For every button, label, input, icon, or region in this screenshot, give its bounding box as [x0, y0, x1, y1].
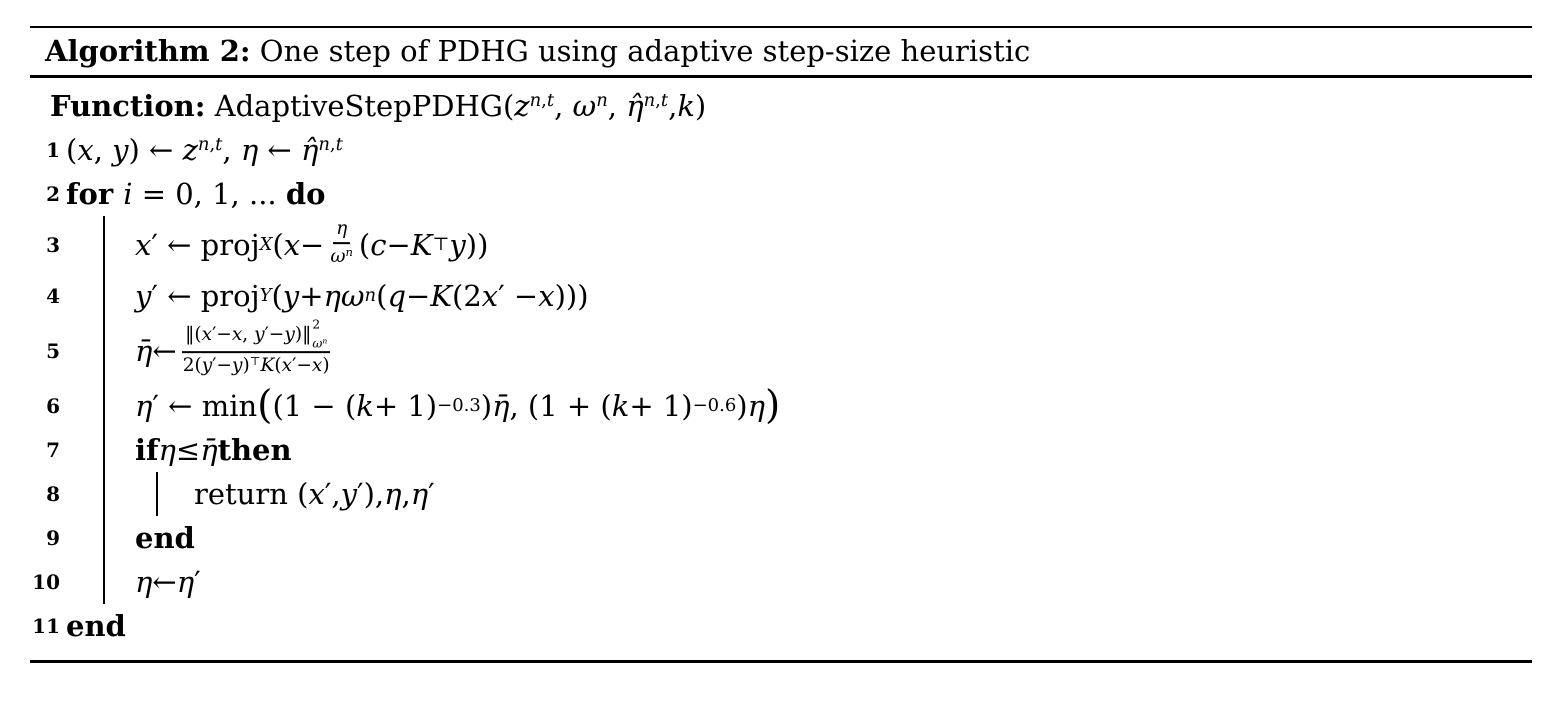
math-t: )): [465, 228, 489, 263]
math-i: η: [135, 388, 153, 423]
line-content: [66, 604, 126, 648]
math-i: y: [135, 279, 152, 314]
math-i: η̄: [492, 388, 510, 423]
math-sup: [596, 90, 608, 111]
math-t: ′: [428, 476, 435, 511]
math-i: x: [308, 476, 325, 511]
line-number: 4: [46, 284, 60, 309]
math-i: n: [596, 90, 608, 112]
math-sup: [322, 337, 327, 346]
math-t: ′ ← proj: [151, 279, 260, 314]
for-block-guide: [103, 274, 589, 318]
math-i: K: [260, 355, 275, 377]
math-t: ′),: [357, 476, 385, 511]
algorithm-line-3: [30, 216, 1532, 274]
line-number: 7: [46, 437, 60, 462]
math-t: (: [274, 355, 282, 377]
math-t: ←: [152, 333, 177, 368]
line-content: [66, 172, 326, 216]
math-i: z: [182, 133, 198, 167]
math-i: η: [747, 388, 765, 423]
math-i: y: [112, 133, 129, 167]
math-i: K: [430, 279, 452, 314]
math-i: t: [335, 134, 343, 156]
math-i: ηω: [323, 279, 365, 314]
math-t: ) ←: [128, 133, 183, 167]
math-t: ): [480, 388, 493, 423]
math-i: ω: [330, 246, 346, 268]
line-content: [66, 128, 343, 172]
math-i: k: [677, 89, 695, 123]
math-t: (: [271, 279, 283, 314]
algorithm-line-7: [30, 428, 1532, 472]
math-t: ′−: [264, 324, 285, 346]
math-i: k: [356, 388, 374, 423]
math-b: end: [66, 608, 126, 643]
math-t: (1 − (: [272, 388, 357, 423]
math-i: ω: [312, 336, 323, 351]
math-i: n: [364, 285, 377, 307]
math-sup: [250, 354, 261, 368]
math-i: η: [240, 133, 259, 167]
for-block-guide: η ′ ← min ( (1 − ( k + 1) −0.3 ) η̄ , (1 + ( k + 1) −0.6 ) η ): [103, 384, 780, 428]
math-t: (: [272, 228, 284, 263]
math-t: ′ ← proj: [151, 228, 260, 263]
algorithm-label: Algorithm 2:: [45, 34, 251, 68]
math-b: for: [66, 177, 124, 211]
math-i: i: [123, 177, 133, 211]
math-i: η: [384, 476, 402, 511]
math-i: K: [410, 228, 433, 263]
line-number: 6: [46, 393, 60, 418]
algorithm-title-text: One step of PDHG using adaptive step-size heuristic: [250, 34, 1031, 68]
math-i: η: [336, 218, 348, 240]
math-sup: [198, 134, 223, 155]
if-block-guide: [156, 472, 435, 516]
algorithm-line-2: [30, 172, 1532, 216]
math-i: c: [370, 228, 387, 263]
algorithm-box: [30, 26, 1532, 663]
algorithm-title: [30, 28, 1532, 78]
math-t: ,: [93, 133, 113, 167]
algorithm-body: [30, 128, 1532, 648]
line-number: 9: [46, 525, 60, 550]
math-i: x: [135, 228, 152, 263]
math-i: n: [529, 90, 542, 112]
math-t: ′−: [292, 355, 312, 377]
math-i: n: [318, 134, 330, 156]
for-block-guide: [103, 428, 292, 472]
math-i: y: [254, 324, 265, 346]
math-i: n: [197, 134, 210, 156]
math-t: ′ ← min: [152, 388, 258, 423]
math-t: ‖(: [185, 324, 202, 346]
math-ss: [312, 319, 327, 350]
math-i: x: [311, 355, 323, 377]
math-i: n: [345, 244, 353, 259]
math-i: η̂: [300, 133, 319, 167]
math-t: −: [386, 228, 411, 263]
math-t: −0.6: [692, 394, 737, 416]
algorithm-line-1: [30, 128, 1532, 172]
math-t: ,: [554, 89, 573, 123]
math-i: η̄: [200, 432, 218, 467]
math-t: ,: [668, 89, 678, 123]
math-t: ,: [242, 324, 255, 346]
math-sup: [530, 90, 555, 111]
function-line: [30, 80, 1532, 128]
math-i: y: [284, 324, 295, 346]
math-t: ≤: [175, 432, 201, 467]
line-number: 3: [46, 233, 60, 258]
math-i: y: [231, 355, 243, 377]
math-i: η̄: [135, 333, 153, 368]
math-sup: [644, 90, 669, 111]
math-b: Function:: [50, 89, 206, 123]
math-t: ,: [209, 134, 216, 156]
math-i: y: [201, 355, 213, 377]
math-t: = 0, 1, ...: [132, 177, 286, 211]
math-sup: [345, 245, 352, 259]
math-t: +: [299, 279, 324, 314]
math-t: −: [406, 279, 431, 314]
math-i: y: [340, 476, 357, 511]
math-t: ′−: [212, 355, 232, 377]
math-t: ′−: [212, 324, 232, 346]
line-number: 8: [46, 481, 60, 506]
math-i: x: [201, 324, 213, 346]
math-t: ′: [194, 564, 201, 599]
for-block-guide: [103, 216, 488, 274]
for-block-guide: [103, 472, 435, 516]
math-t: ′ −: [498, 279, 539, 314]
algorithm-line-6: [30, 384, 1532, 428]
math-i: η: [135, 564, 153, 599]
for-block-guide: [103, 560, 201, 604]
math-t: ⊤: [249, 354, 261, 369]
math-i: y: [449, 228, 466, 263]
math-t: ,: [401, 476, 411, 511]
math-t: ,: [655, 90, 661, 112]
math-i: n: [643, 90, 656, 112]
math-i: ω: [572, 89, 597, 123]
line-number: 10: [32, 569, 60, 594]
math-t: ,: [607, 89, 627, 123]
algorithm-line-11: [30, 604, 1532, 648]
math-i: y: [282, 279, 300, 314]
math-t: ←: [152, 564, 177, 599]
math-i: x: [281, 355, 293, 377]
math-t: ⊤: [432, 234, 450, 256]
math-t: (: [358, 228, 371, 263]
math-t: ): [694, 89, 707, 123]
math-i: q: [387, 279, 407, 314]
math-i: z: [514, 89, 530, 123]
math-i: Y: [259, 285, 272, 307]
math-t: ,: [329, 134, 336, 156]
math-t: (: [66, 133, 78, 167]
math-t: ))): [554, 279, 589, 314]
math-t: ): [242, 355, 250, 377]
math-t: ): [322, 355, 330, 377]
math-i: X: [259, 234, 273, 256]
math-i: η̂: [626, 89, 644, 123]
math-i: t: [215, 134, 223, 156]
line-number: 1: [46, 138, 60, 162]
math-b: if: [135, 432, 159, 467]
math-t: 2: [312, 317, 321, 332]
math-t: (: [376, 279, 388, 314]
math-t: AdaptiveStepPDHG(: [205, 89, 515, 123]
math-t: + 1): [629, 388, 693, 423]
for-block-guide: [103, 318, 336, 383]
math-i: η: [158, 432, 176, 467]
algorithm-line-10: [30, 560, 1532, 604]
line-number: 11: [32, 613, 60, 638]
math-i: η: [176, 564, 195, 599]
math-b: then: [217, 432, 292, 467]
algorithm-line-5: [30, 318, 1532, 383]
math-i: x: [283, 228, 301, 263]
math-sup: [318, 134, 343, 155]
math-i: k: [611, 388, 630, 423]
math-t: ,: [222, 133, 241, 167]
math-t: return (: [194, 476, 309, 511]
math-t: ): [736, 388, 748, 423]
math-i: x: [538, 279, 555, 314]
math-t: −: [300, 228, 325, 263]
math-t: ,: [541, 90, 547, 112]
math-i: η: [410, 476, 429, 511]
algorithm-line-8: [30, 472, 1532, 516]
math-t: 2(: [182, 355, 202, 377]
math-frac: [180, 316, 333, 381]
algorithm-line-9: [30, 516, 1532, 560]
line-number: 5: [46, 338, 60, 363]
math-t: −0.3: [437, 394, 481, 416]
for-block-guide: [103, 516, 195, 560]
math-i: x: [481, 279, 499, 314]
page: [0, 26, 1568, 704]
math-t: ′,: [324, 476, 341, 511]
algorithm-body-wrap: [30, 78, 1532, 660]
line-number: 2: [46, 182, 60, 206]
math-i: t: [660, 90, 669, 112]
math-i: n: [322, 336, 328, 346]
math-b: do: [285, 177, 326, 211]
math-t: )‖: [294, 324, 312, 346]
math-i: t: [546, 90, 555, 112]
math-t: + 1): [373, 388, 438, 423]
math-frac: [327, 214, 356, 272]
math-t: ←: [258, 133, 301, 167]
math-t: (2: [452, 279, 482, 314]
math-i: x: [77, 133, 94, 167]
math-b: end: [135, 520, 195, 555]
algorithm-line-4: [30, 274, 1532, 318]
math-t: , (1 + (: [509, 388, 612, 423]
math-i: x: [231, 324, 243, 346]
